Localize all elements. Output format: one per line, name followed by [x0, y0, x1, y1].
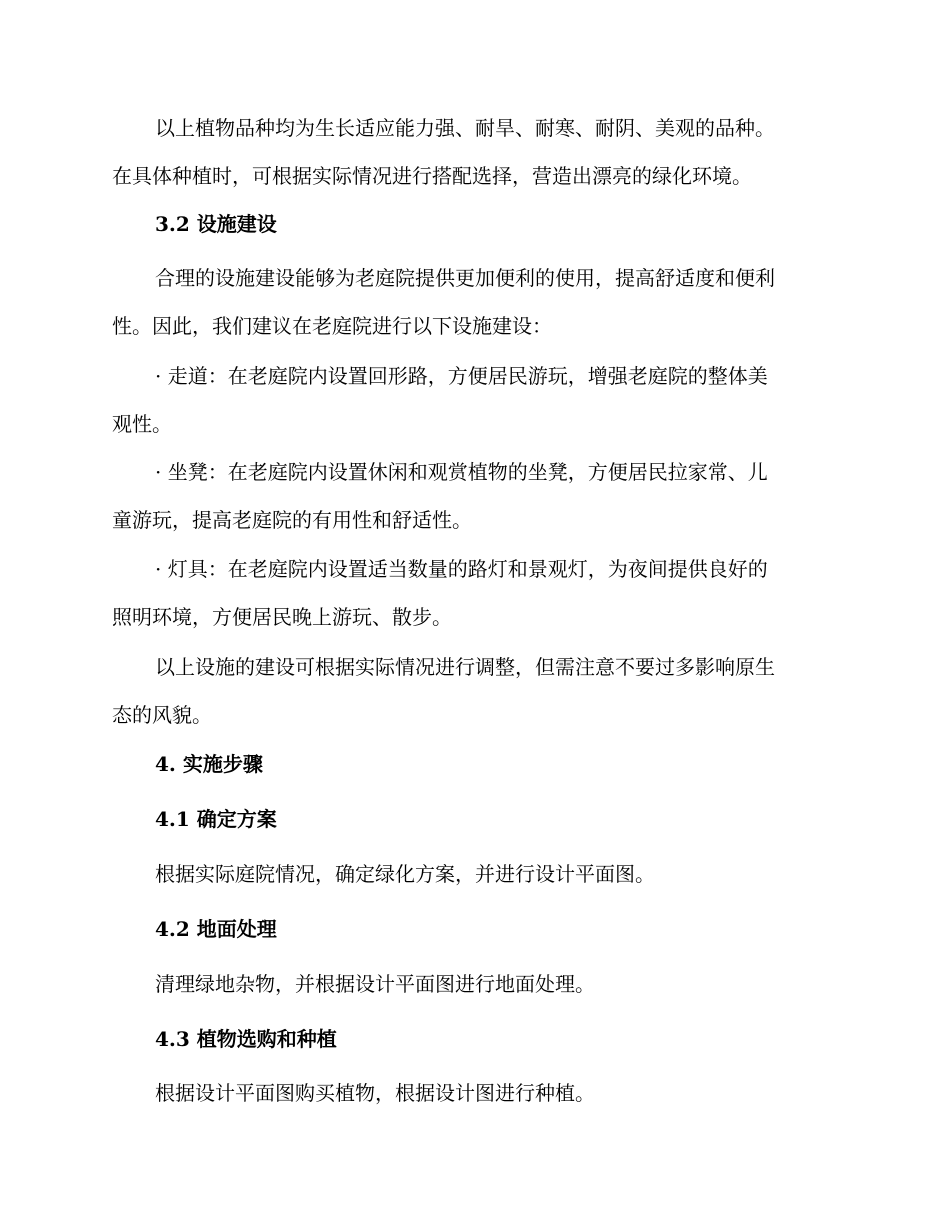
heading-4-3: 4.3 植物选购和种植 [155, 1027, 337, 1051]
bullet-bench [112, 448, 834, 544]
paragraph-line: 童游玩，提高老庭院的有用性和舒适性。 [112, 508, 472, 532]
bullet-lighting [112, 545, 834, 641]
paragraph-line: 态的风貌。 [112, 703, 212, 727]
paragraph-4-1 [112, 850, 834, 898]
heading-4-2: 4.2 地面处理 [155, 917, 277, 941]
paragraph-line: · 走道：在老庭院内设置回形路，方便居民游玩，增强老庭院的整体美 [155, 364, 768, 388]
paragraph-plant-summary [112, 104, 834, 200]
paragraph-line: 以上设施的建设可根据实际情况进行调整，但需注意不要过多影响原生 [155, 655, 775, 679]
heading-4-1: 4.1 确定方案 [155, 807, 277, 831]
paragraph-facility-summary [112, 643, 834, 739]
heading-3-2: 3.2 设施建设 [155, 212, 277, 236]
paragraph-line: 根据设计平面图购买植物，根据设计图进行种植。 [155, 1081, 595, 1105]
paragraph-line: · 灯具：在老庭院内设置适当数量的路灯和景观灯，为夜间提供良好的 [155, 557, 768, 581]
paragraph-line: 根据实际庭院情况，确定绿化方案，并进行设计平面图。 [155, 862, 655, 886]
heading-4: 4. 实施步骤 [155, 752, 263, 776]
paragraph-4-2 [112, 960, 834, 1008]
paragraph-line: 合理的设施建设能够为老庭院提供更加便利的使用，提高舒适度和便利 [155, 266, 775, 290]
paragraph-4-3 [112, 1069, 834, 1117]
paragraph-line: 清理绿地杂物，并根据设计平面图进行地面处理。 [155, 972, 595, 996]
paragraph-line: 照明环境，方便居民晚上游玩、散步。 [112, 605, 452, 629]
paragraph-line: 以上植物品种均为生长适应能力强、耐旱、耐寒、耐阴、美观的品种。 [155, 116, 775, 140]
bullet-walkway [112, 352, 834, 448]
paragraph-line: 在具体种植时，可根据实际情况进行搭配选择，营造出漂亮的绿化环境。 [112, 164, 752, 188]
paragraph-facility-intro [112, 254, 834, 350]
paragraph-line: · 坐凳：在老庭院内设置休闲和观赏植物的坐凳，方便居民拉家常、儿 [155, 460, 768, 484]
paragraph-line: 观性。 [112, 412, 172, 436]
paragraph-line: 性。因此，我们建议在老庭院进行以下设施建设： [112, 314, 552, 338]
